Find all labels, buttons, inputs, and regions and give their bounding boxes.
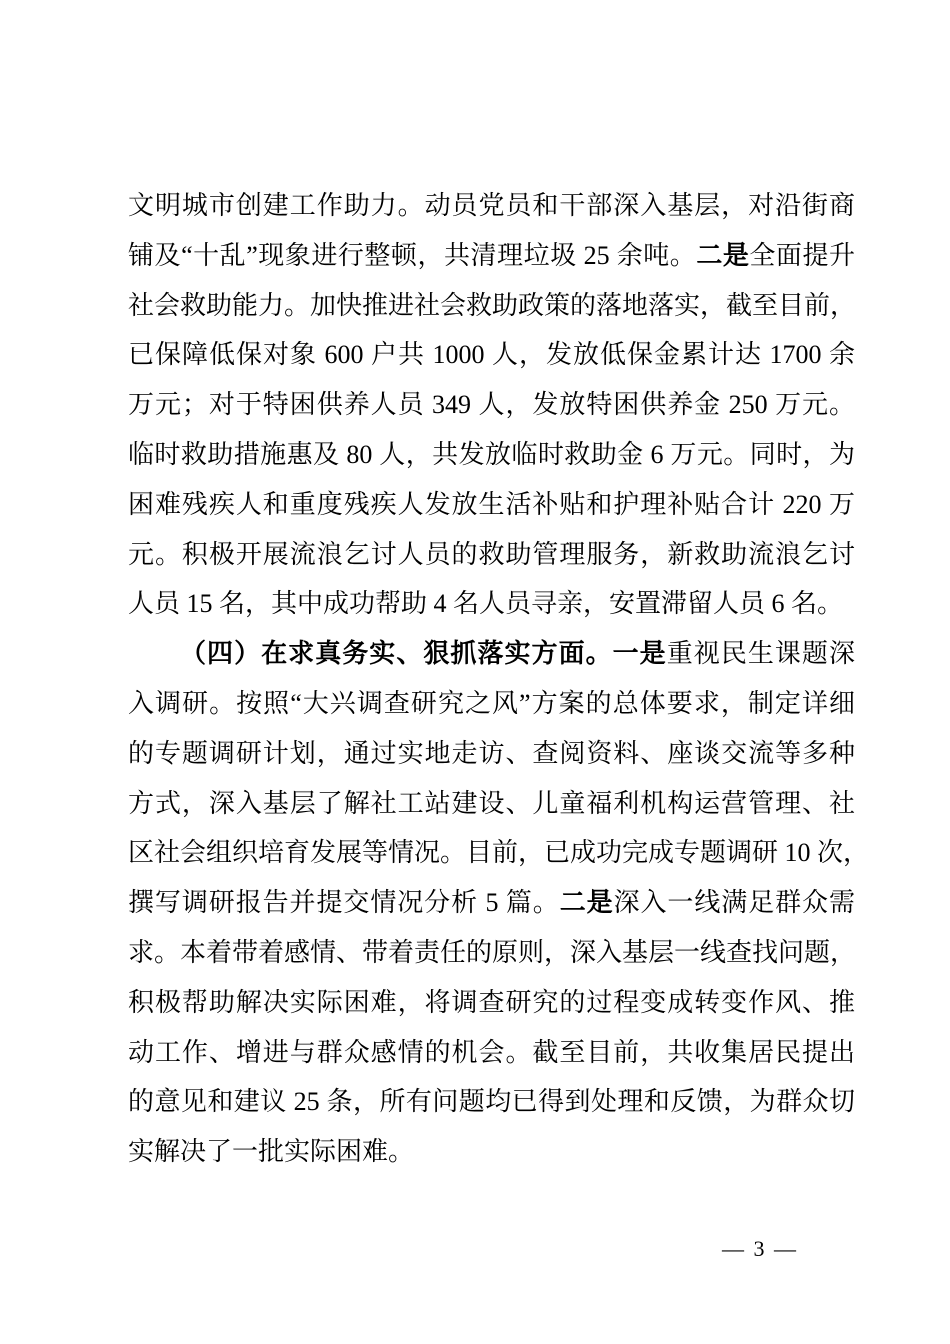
text-line	[128, 679, 855, 729]
text-segment: 全面提升	[749, 240, 855, 270]
text-segment: 人员 15 名，其中成功帮助 4 名人员寻亲，安置滞留人员 6 名。	[128, 589, 844, 619]
bold-text-segment: 二是	[696, 240, 750, 270]
text-segment: 重视民生课题深	[666, 639, 855, 669]
text-line	[128, 231, 855, 281]
text-line	[128, 1028, 855, 1078]
text-segment: 已保障低保对象 600 户共 1000 人，发放低保金累计达 1700 余	[128, 340, 855, 370]
text-line	[128, 430, 855, 480]
text-segment: 方式，深入基层了解社工站建设、儿童福利机构运营管理、社	[128, 788, 855, 818]
text-segment: 元。积极开展流浪乞讨人员的救助管理服务，新救助流浪乞讨	[128, 539, 855, 569]
text-segment: 万元；对于特困供养人员 349 人，发放特困供养金 250 万元。	[128, 390, 855, 420]
text-segment: 的专题调研计划，通过实地走访、查阅资料、座谈交流等多种	[128, 738, 855, 768]
bold-text-segment: （四）在求真务实、狠抓落实方面。一是	[180, 639, 667, 669]
text-segment: 区社会组织培育发展等情况。目前，已成功完成专题调研 10 次，	[128, 838, 870, 868]
text-segment: 的意见和建议 25 条，所有问题均已得到处理和反馈，为群众切	[128, 1087, 855, 1117]
text-segment: 临时救助措施惠及 80 人，共发放临时救助金 6 万元。同时，为	[128, 439, 855, 469]
bold-text-segment: 二是	[559, 888, 614, 918]
text-line	[128, 380, 855, 430]
text-line	[128, 579, 855, 629]
text-line	[128, 779, 855, 829]
text-segment: 撰写调研报告并提交情况分析 5 篇。	[128, 888, 560, 918]
text-line	[128, 1127, 855, 1177]
text-line	[128, 828, 870, 878]
text-line	[128, 878, 855, 928]
document-body	[128, 181, 870, 1177]
text-line	[128, 978, 855, 1028]
text-segment: 困难残疾人和重度残疾人发放生活补贴和护理补贴合计 220 万	[128, 489, 855, 519]
text-segment: 社会救助能力。加快推进社会救助政策的落地落实，截至目前，	[128, 290, 857, 320]
text-segment: 文明城市创建工作助力。动员党员和干部深入基层，对沿街商	[128, 191, 855, 220]
text-segment: 深入一线满足群众需	[613, 888, 855, 918]
text-segment: 求。本着带着感情、带着责任的原则，深入基层一线查找问题，	[128, 937, 857, 967]
text-line	[128, 729, 855, 779]
text-segment: 铺及“十乱”现象进行整顿，共清理垃圾 25 余吨。	[128, 240, 697, 270]
text-segment: 实解决了一批实际困难。	[128, 1137, 415, 1167]
text-segment: 动工作、增进与群众感情的机会。截至目前，共收集居民提出	[128, 1037, 855, 1067]
text-line	[128, 928, 855, 978]
text-line	[128, 281, 855, 331]
text-line	[128, 181, 855, 231]
text-line	[128, 480, 855, 530]
text-line	[128, 629, 855, 679]
page-number: — 3 —	[722, 1236, 798, 1261]
text-segment: 积极帮助解决实际困难，将调查研究的过程变成转变作风、推	[128, 987, 855, 1017]
text-line	[128, 1077, 855, 1127]
text-segment: 入调研。按照“大兴调查研究之风”方案的总体要求，制定详细	[128, 688, 855, 718]
text-line	[128, 530, 855, 580]
text-line	[128, 330, 855, 380]
